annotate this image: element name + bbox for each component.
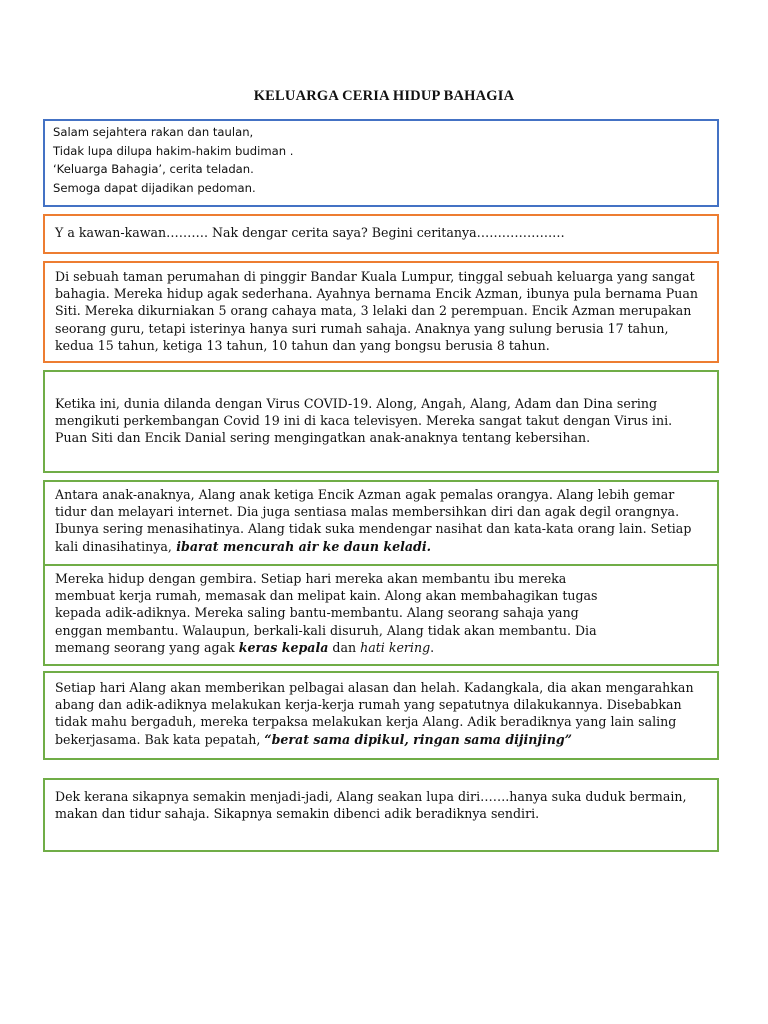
idiom-keras-kepala: keras kepala bbox=[238, 639, 329, 655]
poem-line: Semoga dapat dijadikan pedoman. bbox=[53, 180, 256, 195]
text-line: Puan Siti dan Encik Danial sering mengingatkan anak-anaknya tentang kebersihan. bbox=[55, 430, 591, 446]
text-line: Mereka hidup dengan gembira. Setiap hari mereka akan membantu ibu mereka bbox=[55, 571, 567, 586]
paragraph-attitude bbox=[45, 780, 717, 822]
text-line: membuat kerja rumah, memasak dan melipat kain. Along akan membahagikan tugas bbox=[55, 588, 598, 604]
paragraph-family bbox=[45, 263, 717, 354]
text-line bbox=[55, 538, 707, 555]
text-span: memang seorang yang agak bbox=[55, 639, 239, 655]
text-span: dan bbox=[328, 639, 361, 655]
paragraph-alang-box bbox=[43, 480, 719, 566]
paragraph-attitude-box bbox=[43, 778, 719, 852]
text-span: . bbox=[430, 639, 435, 655]
idiom-text: ibarat mencurah air ke daun keladi. bbox=[171, 538, 432, 554]
proverb-text: “berat sama dipikul, ringan sama dijinjing” bbox=[264, 731, 572, 747]
text-line: Di sebuah taman perumahan di pinggir Bandar Kuala Lumpur, tinggal sebuah keluarga yang sangat bbox=[55, 269, 695, 284]
text-line: kedua 15 tahun, ketiga 13 tahun, 10 tahun dan yang bongsu berusia 8 tahun. bbox=[55, 337, 550, 353]
paragraph-covid-box bbox=[43, 370, 719, 473]
intro-box bbox=[43, 214, 719, 254]
paragraph-covid bbox=[45, 372, 717, 447]
text-line: enggan membantu. Walaupun, berkali-kali disuruh, Alang tidak akan membantu. Dia bbox=[55, 622, 597, 638]
text-line: mengikuti perkembangan Covid 19 ini di kaca televisyen. Mereka sangat takut dengan Virus ini. bbox=[55, 413, 673, 429]
text-line: Antara anak-anaknya, Alang anak ketiga Encik Azman agak pemalas orangya. Alang lebih gemar bbox=[55, 487, 675, 502]
text-line: makan dan tidur sahaja. Sikapnya semakin dibenci adik beradiknya sendiri. bbox=[55, 806, 540, 822]
poem-line: Tidak lupa dilupa hakim-hakim budiman . bbox=[53, 143, 294, 158]
idiom-hati-kering: hati kering bbox=[360, 639, 431, 655]
text-line bbox=[55, 731, 707, 748]
page-title: KELUARGA CERIA HIDUP BAHAGIA bbox=[253, 88, 515, 104]
paragraph-excuses bbox=[45, 673, 717, 748]
text-line: Setiap hari Alang akan memberikan pelbagai alasan dan helah. Kadangkala, dia akan mengarahkan bbox=[55, 680, 694, 695]
text-span: bekerjasama. Bak kata pepatah, bbox=[55, 731, 265, 747]
paragraph-chores-box bbox=[43, 564, 719, 666]
paragraph-excuses-box bbox=[43, 671, 719, 760]
intro-text: Y a kawan-kawan………. Nak dengar cerita saya? Begini ceritanya………………… bbox=[55, 225, 565, 240]
text-line: Dek kerana sikapnya semakin menjadi-jadi, Alang seakan lupa diri…….hanya suka duduk bermain, bbox=[55, 789, 687, 804]
text-line: tidur dan melayari internet. Dia juga sentiasa malas membersihkan diri dan agak degil orangnya. bbox=[55, 504, 680, 520]
text-line: tidak mahu bergaduh, mereka terpaksa melakukan kerja Alang. Adik beradiknya yang lain saling bbox=[55, 714, 677, 730]
text-line: Siti. Mereka dikurniakan 5 orang cahaya mata, 3 lelaki dan 2 perempuan. Encik Azman merupakan bbox=[55, 303, 692, 319]
text-line: bahagia. Mereka hidup agak sederhana. Ayahnya bernama Encik Azman, ibunya pula bernama Puan bbox=[55, 286, 698, 302]
text-line: Ibunya sering menasihatinya. Alang tidak suka mendengar nasihat dan kata-kata orang lain. Setiap bbox=[55, 521, 692, 537]
text-span: kali dinasihatinya, bbox=[55, 538, 172, 554]
text-line bbox=[55, 639, 707, 656]
paragraph-alang bbox=[45, 482, 717, 555]
text-line: Ketika ini, dunia dilanda dengan Virus COVID-19. Along, Angah, Alang, Adam dan Dina sering bbox=[55, 396, 658, 411]
paragraph-chores bbox=[45, 566, 717, 656]
poem-line: Salam sejahtera rakan dan taulan, bbox=[53, 125, 254, 139]
paragraph-family-box bbox=[43, 261, 719, 363]
poem-line: ‘Keluarga Bahagia’, cerita teladan. bbox=[53, 162, 254, 176]
poem-box bbox=[43, 119, 719, 207]
text-line: abang dan adik-adiknya melakukan kerja-kerja rumah yang sepatutnya dilakukannya. Disebabkan bbox=[55, 697, 682, 713]
text-line: kepada adik-adiknya. Mereka saling bantu-membantu. Alang seorang sahaja yang bbox=[55, 605, 579, 621]
text-line: seorang guru, tetapi isterinya hanya suri rumah sahaja. Anaknya yang sulung berusia 17 tahun, bbox=[55, 320, 669, 336]
poem-text bbox=[45, 121, 717, 199]
